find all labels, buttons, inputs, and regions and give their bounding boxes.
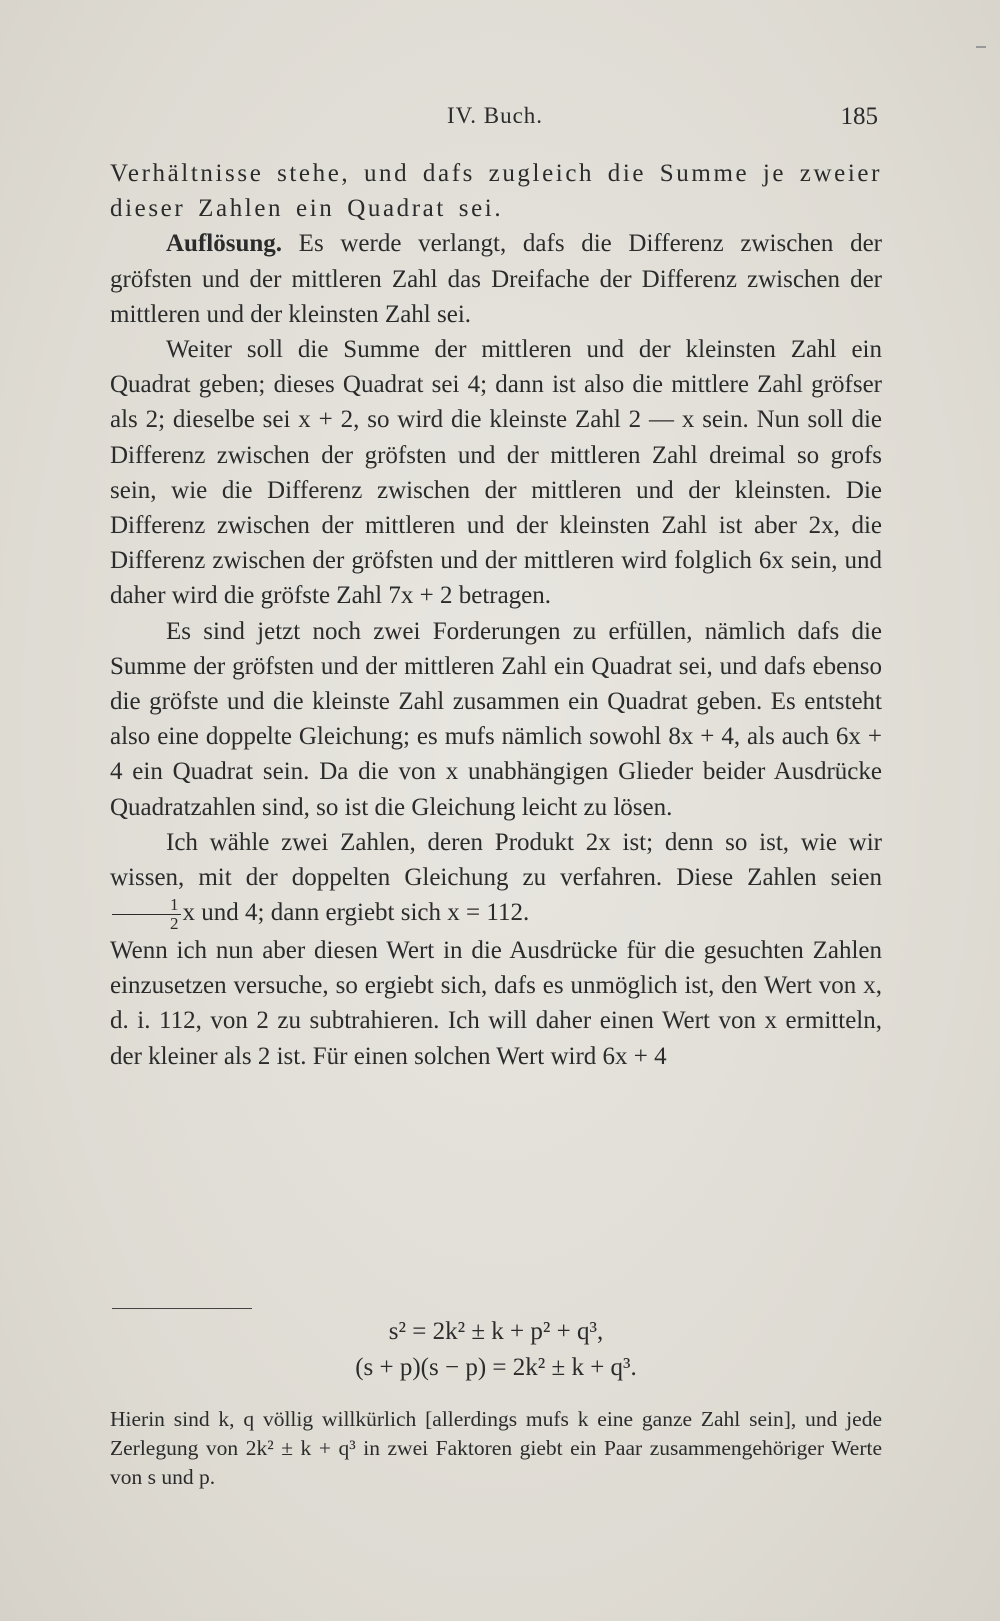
fraction-numerator: 1 (112, 896, 181, 915)
paragraph-continued: Verhältnisse stehe, und dafs zugleich die Summe je zweier dieser Zahlen ein Quadrat sei. (110, 160, 882, 223)
page-number: 185 (840, 103, 878, 130)
choose-text-a: Ich wähle zwei Zahlen, deren Produkt 2x ist; denn so ist, wie wir wissen, mit der doppelten Gleichung zu verfahren. Diese Zahlen seien (110, 828, 882, 892)
equation-2: (s + p)(s − p) = 2k² ± k + q³. (355, 1354, 637, 1381)
footnote-separator (112, 1308, 252, 1309)
solution-label: Auflösung. (166, 230, 283, 258)
paragraph-double-equation: Es sind jetzt noch zwei Forderungen zu erfüllen, nämlich dafs die Summe der gröfsten und der mittleren Zahl ein Quadrat sei, und dafs ebenso die gröfste und die kleinste Zahl zusammen ein Quadrat geben. Es entsteht also eine doppelte Gleichung; es mufs nämlich sowohl 8x + 4, als auch 6x + 4 ein Quadrat sein. Da die von x unabhängigen Glieder beider Ausdrücke Quadratzahlen sind, so ist die Gleichung leicht zu lösen. (110, 617, 882, 821)
paragraph-substitution: Wenn ich nun aber diesen Wert in die Ausdrücke für die gesuchten Zahlen einzusetzen versuche, so ergiebt sich, dafs es unmöglich ist, den Wert von x, d. i. 112, von 2 zu subtrahieren. Ich will daher einen Wert von x ermitteln, der kleiner als 2 ist. Für einen solchen Wert wird 6x + 4 (110, 937, 882, 1070)
main-text (110, 156, 882, 1074)
solution-text: Es werde verlangt, dafs die Differenz zwischen der gröfsten und der mittleren Zahl das Dreifache der Differenz zwischen der mittleren und der kleinsten Zahl sei. (110, 230, 882, 328)
paragraph-solution (110, 226, 882, 332)
footnote (110, 1405, 882, 1492)
running-header (110, 103, 880, 133)
choose-text-b: x und 4; dann ergiebt sich x = 112. (182, 899, 530, 927)
paragraph-middle-number: Weiter soll die Summe der mittleren und der kleinsten Zahl ein Quadrat geben; dieses Quadrat sei 4; dann ist also die mittlere Zahl gröfser als 2; dieselbe sei x + 2, so wird die kleinste Zahl 2 — x sein. Nun soll die Differenz zwischen der gröfsten und der mittleren Zahl dreimal so grofs sein, wie die Differenz zwischen der mittleren und der kleinsten. Die Differenz zwischen der mittleren und der kleinsten Zahl ist aber 2x, die Differenz zwischen der gröfsten und der mittleren wird folglich 6x sein, und daher wird die gröfste Zahl 7x + 2 betragen. (110, 336, 882, 610)
footnote-equations (110, 1314, 882, 1386)
fraction-denominator: 2 (170, 914, 179, 934)
paragraph-choose-numbers (110, 825, 882, 933)
fraction-one-half (112, 896, 181, 933)
equation-1: s² = 2k² ± k + p² + q³, (388, 1318, 604, 1345)
section-title: IV. Buch. (446, 103, 544, 128)
page-edge-mark (976, 46, 986, 48)
footnote-text: Hierin sind k, q völlig willkürlich [allerdings mufs k eine ganze Zahl sein], und jede Zerlegung von 2k² ± k + q³ in zwei Faktoren giebt ein Paar zusammengehöriger Werte von s und p. (110, 1407, 882, 1489)
